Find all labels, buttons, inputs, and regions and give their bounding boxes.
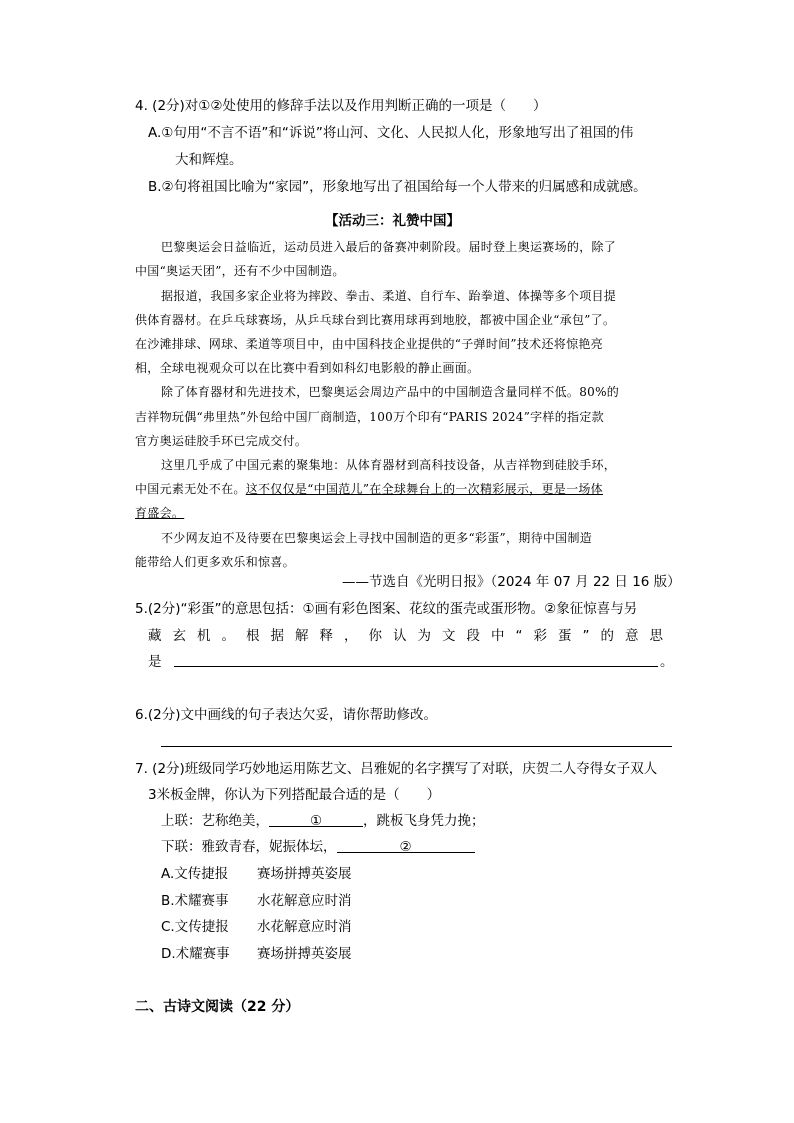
q7-option-b-letter: B.术耀赛事 — [161, 893, 229, 909]
q5-line2: 藏玄机。根据解释，你认为文段中“彩蛋”的意思 — [148, 628, 674, 644]
underlined-sentence-part1: 这不仅仅是“中国范儿”在全球舞台上的一次精彩展示，更是一场体 — [245, 482, 603, 496]
q7-blank-2[interactable] — [337, 838, 475, 853]
q7-option-b — [161, 892, 352, 910]
article-p4-line2-plain: 中国元素无处不在。 — [135, 482, 246, 496]
q4-option-b: B.②句将祖国比喻为“家园”，形象地写出了祖国给每一个人带来的归属感和成就感。 — [148, 179, 647, 195]
q7-option-a-letter: A.文传捷报 — [161, 866, 229, 882]
section2-title: 二、古诗文阅读（22 分） — [135, 999, 300, 1015]
q7-upper-couplet — [161, 812, 485, 830]
q7-lower-prefix: 下联：雅致青春，妮振体坛， — [161, 839, 337, 855]
article-p2-line1: 据报道，我国多家企业将为摔跤、拳击、柔道、自行车、跆拳道、体操等多个项目提 — [161, 289, 617, 303]
q7-option-d — [161, 945, 352, 963]
article-p4-line2 — [135, 480, 603, 498]
article-source: ——节选自《光明日报》（2024 年 07 月 22 日 16 版） — [342, 574, 681, 590]
q7-upper-suffix: ，跳板飞身凭力挽； — [363, 813, 485, 829]
article-p1-line1: 巴黎奥运会日益临近，运动员进入最后的备赛冲刺阶段。届时登上奥运赛场的，除了 — [161, 240, 617, 254]
q4-stem: 4. (2分)对①②处使用的修辞手法以及作用判断正确的一项是（ ） — [135, 98, 547, 114]
article-p2-line2: 供体育器材。在乒乓球赛场，从乒乓球台到比赛用球再到地胶，都被中国企业“承包”了。 — [135, 313, 616, 327]
q5-line1: 5.(2分)“彩蛋”的意思包括：①画有彩色图案、花纹的蛋壳或蛋形物。②象征惊喜与另 — [135, 601, 638, 617]
q7-option-c — [161, 918, 352, 936]
q7-option-d-letter: D.术耀赛事 — [161, 946, 230, 962]
q7-blank-2-mark: ② — [399, 839, 412, 855]
q5-line3-end: 。 — [660, 654, 674, 670]
article-p5-line2: 能带给人们更多欢乐和惊喜。 — [135, 555, 295, 569]
q5-line3-prefix: 是 — [148, 654, 162, 670]
article-p2-line3: 在沙滩排球、网球、柔道等项目中，由中国科技企业提供的“子弹时间”技术还将惊艳亮 — [135, 337, 603, 351]
q6-stem: 6.(2分)文中画线的句子表达欠妥，请你帮助修改。 — [135, 707, 438, 723]
q6-answer-line[interactable] — [161, 746, 672, 747]
q7-option-a-text: 赛场拼搏英姿展 — [257, 866, 352, 882]
q7-blank-1[interactable] — [269, 812, 363, 827]
article-p3-line1: 除了体育器材和先进技术，巴黎奥运会周边产品中的中国制造含量同样不低。80%的 — [161, 385, 620, 399]
article-p2-line4: 相，全球电视观众可以在比赛中看到如科幻电影般的静止画面。 — [135, 361, 480, 375]
article-p4-line1: 这里几乎成了中国元素的聚集地：从体育器材到高科技设备，从吉祥物到硅胶手环， — [161, 458, 617, 472]
q7-option-b-text: 水花解意应时消 — [257, 893, 352, 909]
article-p3-line3: 官方奥运硅胶手环已完成交付。 — [135, 434, 308, 448]
q4-option-a-line1: A.①句用“不言不语”和“诉说”将山河、文化、人民拟人化，形象地写出了祖国的伟 — [148, 125, 634, 141]
q7-blank-1-mark: ① — [309, 813, 323, 829]
q7-option-c-letter: C.文传捷报 — [161, 919, 229, 935]
q7-option-d-text: 赛场拼搏英姿展 — [257, 946, 352, 962]
q7-option-c-text: 水花解意应时消 — [257, 919, 352, 935]
q7-line2: 3米板金牌，你认为下列搭配最合适的是（ ） — [148, 787, 441, 803]
article-p1-line2: 中国“奥运天团”，还有不少中国制造。 — [135, 264, 345, 278]
q7-lower-couplet — [161, 838, 475, 856]
q7-line1: 7. (2分)班级同学巧妙地运用陈艺文、吕雅妮的名字撰写了对联，庆贺二人夺得女子双人 — [135, 761, 658, 777]
q7-upper-prefix: 上联：艺称绝美， — [161, 813, 269, 829]
underlined-sentence-part2: 育盛会。 — [135, 506, 185, 520]
article-p3-line2: 吉祥物玩偶“弗里热”外包给中国厂商制造，100万个印有“PARIS 2024”字样的指定款 — [135, 410, 604, 424]
activity-title: 【活动三：礼赞中国】 — [325, 213, 460, 229]
q7-option-a — [161, 865, 352, 883]
q5-answer-line[interactable] — [174, 666, 658, 667]
q4-option-a-line2: 大和辉煌。 — [175, 152, 243, 168]
article-p5-line1: 不少网友迫不及待要在巴黎奥运会上寻找中国制造的更多“彩蛋”，期待中国制造 — [161, 531, 593, 545]
